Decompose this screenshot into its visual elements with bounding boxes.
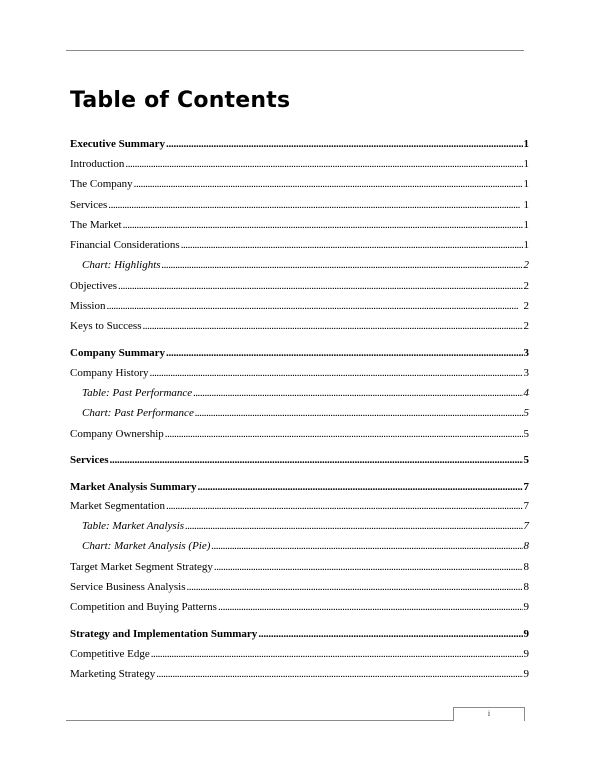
toc-entry-label: Marketing Strategy <box>70 668 156 680</box>
page-title: Table of Contents <box>70 88 291 113</box>
header-rule <box>66 50 524 51</box>
toc-entry-label: Financial Considerations <box>70 239 180 251</box>
toc-entry-company-ownership[interactable] <box>70 427 529 441</box>
toc-entry-label: Competitive Edge <box>70 648 150 660</box>
dot-leader <box>143 319 523 333</box>
toc-entry-label: Mission <box>70 300 106 312</box>
toc-entry-page: 8 <box>523 581 529 593</box>
toc-entry-page: 9 <box>523 601 529 613</box>
toc-entry-page: 2 <box>523 259 529 271</box>
toc-entry-label: Market Segmentation <box>70 500 166 512</box>
dot-leader <box>123 218 523 232</box>
toc-entry-page: 5 <box>523 454 529 466</box>
dot-leader <box>150 366 523 380</box>
toc-entry-chart-past-performance[interactable] <box>82 406 529 420</box>
toc-entry-page: 2 <box>523 300 529 312</box>
toc-entry-page: 9 <box>523 628 529 640</box>
toc-entry-label: Market Analysis Summary <box>70 481 197 493</box>
toc-entry-label: Chart: Highlights <box>82 259 161 271</box>
toc-entry-page: 2 <box>523 280 529 292</box>
toc-entry-page: 7 <box>523 500 529 512</box>
toc-entry-market-analysis-summary[interactable] <box>70 480 529 494</box>
toc-entry-label: Table: Market Analysis <box>82 520 185 532</box>
toc-entry-target-market-segment-strategy[interactable] <box>70 560 529 574</box>
dot-leader <box>195 406 523 420</box>
dot-leader <box>185 519 522 533</box>
toc-entry-page: 8 <box>523 561 529 573</box>
toc-entry-strategy-and-implementation-summary[interactable] <box>70 627 529 641</box>
dot-leader <box>109 453 522 467</box>
toc-entry-label: Service Business Analysis <box>70 581 186 593</box>
toc-entry-label: Chart: Market Analysis (Pie) <box>82 540 211 552</box>
toc-entry-label: Keys to Success <box>70 320 142 332</box>
toc-entry-page: 4 <box>523 387 529 399</box>
toc-entry-chart-highlights[interactable] <box>82 258 529 272</box>
toc-entry-marketing-strategy[interactable] <box>70 667 529 681</box>
dot-leader <box>193 386 522 400</box>
toc-entry-label: Company History <box>70 367 149 379</box>
toc-entry-page: 5 <box>523 428 529 440</box>
toc-entry-page: 1 <box>523 219 529 231</box>
dot-leader <box>118 279 522 293</box>
toc-entry-mission[interactable] <box>70 299 529 313</box>
toc-entry-label: Services <box>70 199 108 211</box>
dot-leader <box>134 177 523 191</box>
dot-leader <box>125 157 522 171</box>
toc-entry-page: 7 <box>523 481 529 493</box>
toc-entry-page: 1 <box>523 199 529 211</box>
toc-entry-label: Company Summary <box>70 347 166 359</box>
toc-entry-table-market-analysis[interactable] <box>82 519 529 533</box>
toc-entry-label: Competition and Buying Patterns <box>70 601 217 613</box>
toc-entry-label: Services <box>70 454 109 466</box>
toc-entry-page: 1 <box>523 158 529 170</box>
dot-leader <box>187 580 523 594</box>
dot-leader <box>156 667 522 681</box>
toc-entry-executive-summary[interactable] <box>70 137 529 151</box>
dot-leader <box>165 427 523 441</box>
toc-entry-page: 1 <box>523 178 529 190</box>
toc-entry-the-company[interactable] <box>70 177 529 191</box>
toc-entry-page: 2 <box>523 320 529 332</box>
dot-leader <box>218 600 523 614</box>
toc-entry-page: 1 <box>523 138 529 150</box>
dot-leader <box>214 560 523 574</box>
toc-entry-page: 8 <box>523 540 529 552</box>
toc-entry-introduction[interactable] <box>70 157 529 171</box>
toc-entry-services[interactable] <box>70 198 529 212</box>
toc-entry-page: 3 <box>523 347 529 359</box>
toc-entry-financial-considerations[interactable] <box>70 238 529 252</box>
toc-entry-label: Executive Summary <box>70 138 166 150</box>
toc-entry-label: The Market <box>70 219 122 231</box>
toc-entry-competition-and-buying-patterns[interactable] <box>70 600 529 614</box>
toc-entry-page: 3 <box>523 367 529 379</box>
dot-leader <box>106 299 522 313</box>
toc-entry-company-history[interactable] <box>70 366 529 380</box>
toc-entry-page: 9 <box>523 668 529 680</box>
toc-entry-label: Target Market Segment Strategy <box>70 561 213 573</box>
dot-leader <box>181 238 523 252</box>
toc-entry-objectives[interactable] <box>70 279 529 293</box>
toc-entry-market-segmentation[interactable] <box>70 499 529 513</box>
toc-entry-service-business-analysis[interactable] <box>70 580 529 594</box>
toc-entry-label: Table: Past Performance <box>82 387 193 399</box>
dot-leader <box>162 258 523 272</box>
dot-leader <box>108 198 522 212</box>
toc-entry-chart-market-analysis-pie[interactable] <box>82 539 529 553</box>
dot-leader <box>166 499 522 513</box>
toc-entry-table-past-performance[interactable] <box>82 386 529 400</box>
toc-entry-services-section[interactable] <box>70 453 529 467</box>
toc-entry-label: Introduction <box>70 158 125 170</box>
dot-leader <box>166 346 522 360</box>
dot-leader <box>198 480 523 494</box>
toc-entry-label: Objectives <box>70 280 118 292</box>
dot-leader <box>211 539 522 553</box>
toc-entry-page: 1 <box>523 239 529 251</box>
dot-leader <box>258 627 522 641</box>
toc-entry-page: 9 <box>523 648 529 660</box>
toc-entry-company-summary[interactable] <box>70 346 529 360</box>
toc-entry-competitive-edge[interactable] <box>70 647 529 661</box>
page-number: i <box>487 709 491 718</box>
toc-entry-label: Chart: Past Performance <box>82 407 194 419</box>
toc-entry-keys-to-success[interactable] <box>70 319 529 333</box>
toc-entry-page: 5 <box>523 407 529 419</box>
toc-entry-label: The Company <box>70 178 133 190</box>
toc-entry-label: Company Ownership <box>70 428 164 440</box>
dot-leader <box>166 137 522 151</box>
toc-entry-the-market[interactable] <box>70 218 529 232</box>
dot-leader <box>151 647 523 661</box>
toc-entry-label: Strategy and Implementation Summary <box>70 628 258 640</box>
toc-entry-page: 7 <box>523 520 529 532</box>
page-number-box <box>453 707 525 721</box>
